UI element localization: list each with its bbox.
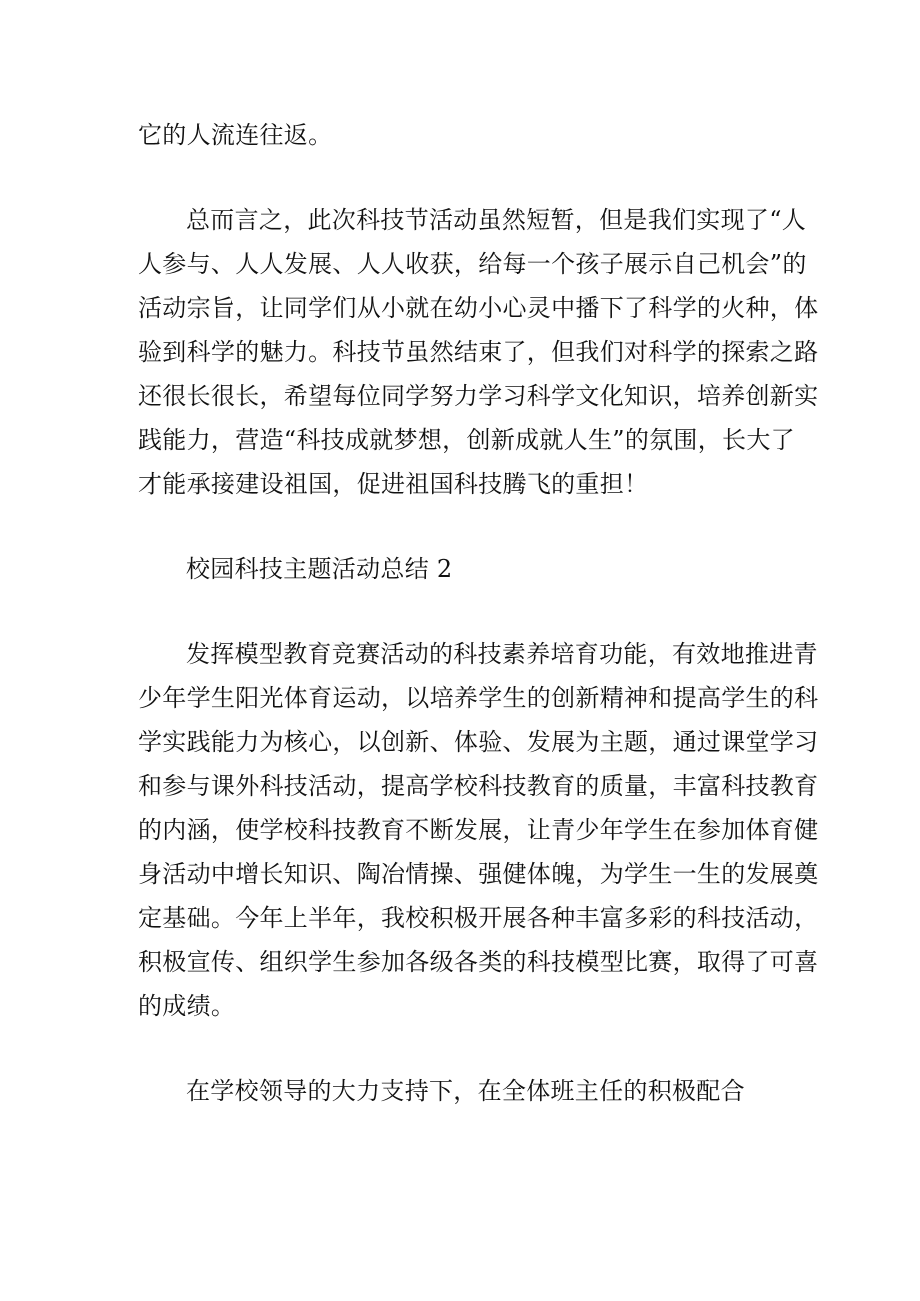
paragraph-line: 定基础。今年上半年，我校积极开展各种丰富多彩的科技活动， xyxy=(138,904,819,932)
paragraph-line: 身活动中增长知识、陶冶情操、强健体魄，为学生一生的发展奠 xyxy=(138,860,819,888)
paragraph-line: 它的人流连往返。 xyxy=(138,121,333,149)
paragraph-line: 验到科学的魅力。科技节虽然结束了，但我们对科学的探索之路 xyxy=(138,338,819,366)
paragraph-line: 才能承接建设祖国，促进祖国科技腾飞的重担！ xyxy=(138,470,649,498)
paragraph-line: 学实践能力为核心，以创新、体验、发展为主题，通过课堂学习 xyxy=(138,728,819,756)
paragraph-line: 活动宗旨，让同学们从小就在幼小心灵中播下了科学的火种，体 xyxy=(138,294,819,322)
paragraph-line: 和参与课外科技活动，提高学校科技教育的质量，丰富科技教育 xyxy=(138,772,819,800)
paragraph-line: 践能力，营造“科技成就梦想，创新成就人生”的氛围，长大了 xyxy=(138,426,795,454)
paragraph-line: 总而言之，此次科技节活动虽然短暂，但是我们实现了“人 xyxy=(186,206,807,234)
paragraph-line: 的成绩。 xyxy=(138,992,236,1020)
paragraph-line: 在学校领导的大力支持下，在全体班主任的积极配合 xyxy=(186,1077,745,1105)
paragraph-line: 还很长很长，希望每位同学努力学习科学文化知识，培养创新实 xyxy=(138,382,819,410)
paragraph-line: 人参与、人人发展、人人收获，给每一个孩子展示自己机会”的 xyxy=(138,250,807,278)
paragraph-line: 少年学生阳光体育运动，以培养学生的创新精神和提高学生的科 xyxy=(138,684,819,712)
paragraph-line: 发挥模型教育竞赛活动的科技素养培育功能，有效地推进青 xyxy=(186,640,818,668)
paragraph-line: 积极宣传、组织学生参加各级各类的科技模型比赛，取得了可喜 xyxy=(138,948,819,976)
paragraph-line: 的内涵，使学校科技教育不断发展，让青少年学生在参加体育健 xyxy=(138,816,819,844)
section-heading: 校园科技主题活动总结 2 xyxy=(186,555,453,583)
